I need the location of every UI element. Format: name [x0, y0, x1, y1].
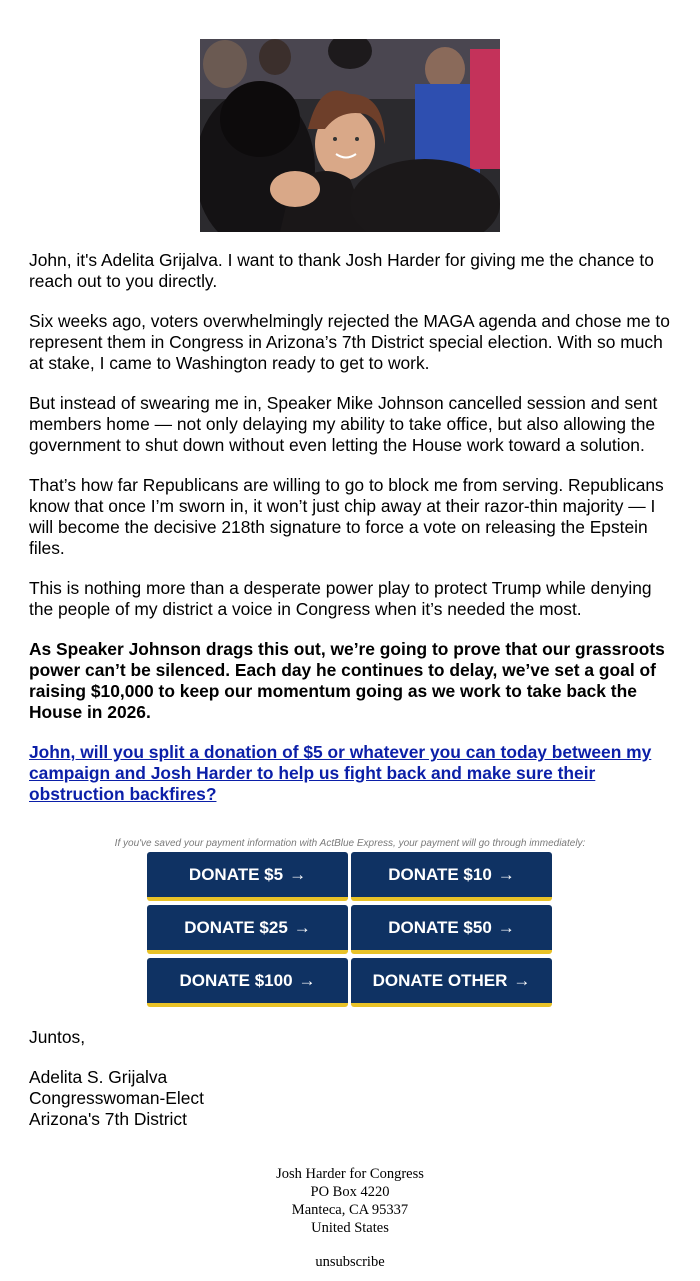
donate-10-label: DONATE $10	[388, 864, 492, 884]
donate-5-button[interactable]	[147, 852, 348, 901]
donate-other-button[interactable]	[351, 958, 552, 1007]
hero-photo	[200, 39, 500, 232]
footer-address-line1: PO Box 4220	[310, 1184, 390, 1200]
footer-org: Josh Harder for Congress	[276, 1166, 424, 1182]
arrow-right-icon: →	[497, 917, 515, 937]
signature-district: Arizona's 7th District	[29, 1109, 187, 1129]
donate-25-button[interactable]	[147, 905, 348, 954]
signature-title: Congresswoman-Elect	[29, 1088, 204, 1108]
arrow-right-icon: →	[298, 970, 316, 990]
unsubscribe-link[interactable]: unsubscribe	[315, 1254, 385, 1270]
footer-address-line2: Manteca, CA 95337	[291, 1202, 409, 1218]
donate-other-label: DONATE OTHER	[372, 970, 508, 990]
donate-50-label: DONATE $50	[388, 917, 492, 937]
footer	[0, 1165, 700, 1271]
hero-photo-illustration	[200, 39, 500, 232]
paragraph-election: Six weeks ago, voters overwhelmingly rejected the MAGA agenda and chose me to represent them in Congress in Arizona’s 7th District special election. With so much at stake, I came to Washington ready to get to work.	[29, 311, 670, 373]
donate-50-button[interactable]	[351, 905, 552, 954]
footer-country: United States	[311, 1220, 389, 1236]
actblue-express-note: If you've saved your payment information with ActBlue Express, your payment will go through immediately:	[114, 838, 586, 849]
donate-5-label: DONATE $5	[188, 864, 284, 884]
email-body	[29, 250, 674, 824]
donate-100-label: DONATE $100	[179, 970, 293, 990]
arrow-right-icon: →	[513, 970, 531, 990]
signature-block	[29, 1027, 204, 1130]
paragraph-goal: As Speaker Johnson drags this out, we’re going to prove that our grassroots power can’t be silenced. Each day he continues to delay, we’ve set a goal of raising $10,000 to keep our momentum going as we work to take back the House in 2026.	[29, 639, 665, 722]
arrow-right-icon: →	[289, 864, 307, 884]
paragraph-republicans: That’s how far Republicans are willing to go to block me from serving. Republicans know that once I’m sworn in, it won’t just chip away at their razor-thin majority — I will become the decisive 218th signature to force a vote on releasing the Epstein files.	[29, 475, 664, 558]
paragraph-intro: John, it's Adelita Grijalva. I want to thank Josh Harder for giving me the chance to reach out to you directly.	[29, 250, 654, 291]
signature-name: Adelita S. Grijalva	[29, 1067, 168, 1087]
arrow-right-icon: →	[293, 917, 311, 937]
arrow-right-icon: →	[497, 864, 515, 884]
paragraph-speaker: But instead of swearing me in, Speaker Mike Johnson cancelled session and sent members home — not only delaying my ability to take office, but also allowing the government to shut down without even letting the House work toward a solution.	[29, 393, 658, 455]
closing: Juntos,	[29, 1027, 86, 1047]
donate-100-button[interactable]	[147, 958, 348, 1007]
donation-cta-link[interactable]: John, will you split a donation of $5 or whatever you can today between my campaign and Josh Harder to help us fight back and make sure their obstruction backfires?	[29, 742, 652, 804]
donate-10-button[interactable]	[351, 852, 552, 901]
donate-25-label: DONATE $25	[184, 917, 288, 937]
paragraph-power-play: This is nothing more than a desperate power play to protect Trump while denying the people of my district a voice in Congress when it’s needed the most.	[29, 578, 652, 619]
